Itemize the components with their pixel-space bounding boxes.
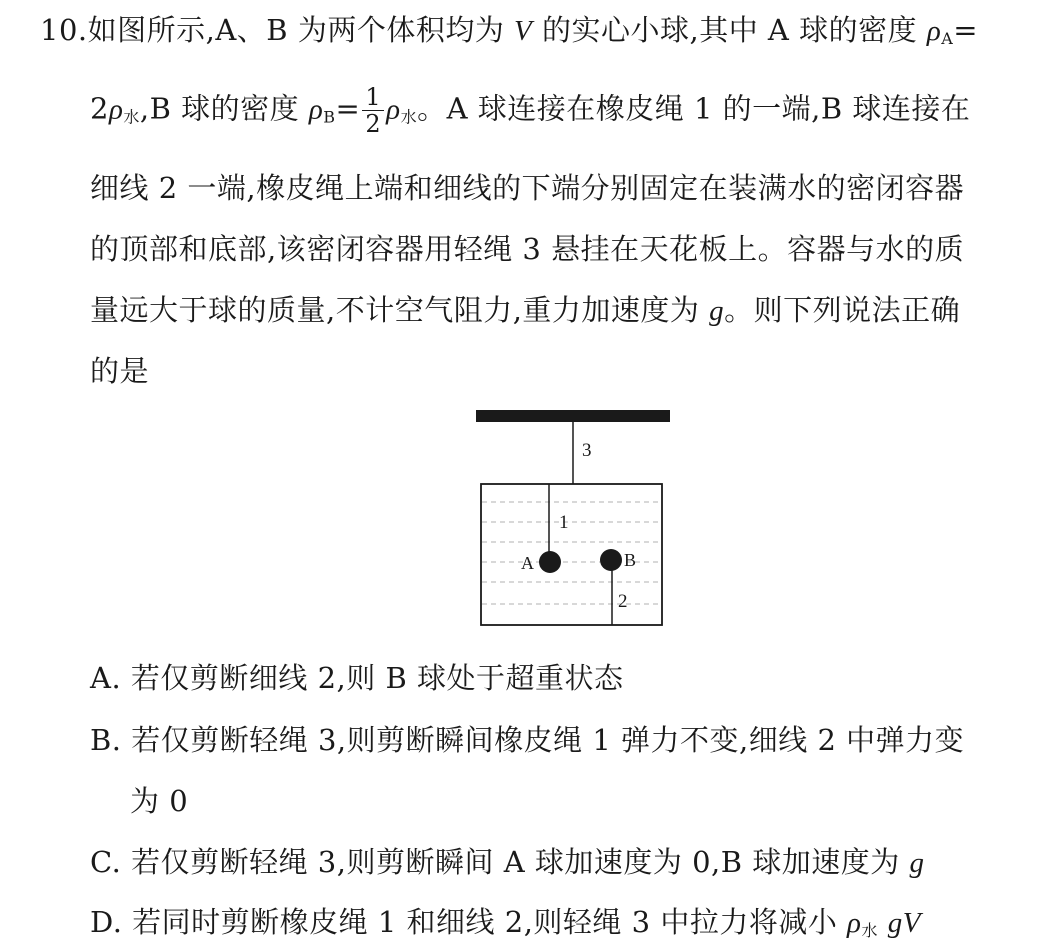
stem-line-3: 细线 2 一端,橡皮绳上端和细线的下端分别固定在装满水的密闭容器 [90,171,965,205]
container-diagram [476,404,676,632]
option-c[interactable]: C. 若仅剪断轻绳 3,则剪断瞬间 A 球加速度为 0,B 球加速度为 g [90,845,925,879]
ball-a [539,551,561,573]
stem-line-6: 的是 [90,354,150,388]
label-1: 1 [559,512,569,533]
label-b: B [624,550,637,570]
fraction-one-half: $\frac{1}{2}$ [362,84,384,137]
label-2: 2 [618,591,628,612]
stem-line-4: 的顶部和底部,该密闭容器用轻绳 3 悬挂在天花板上。容器与水的质 [90,232,965,266]
stem-line-5: 量远大于球的质量,不计空气阻力,重力加速度为 g。则下列说法正确 [90,293,961,327]
stem-line-2: $2\rho_水,B$ 球的密度 $\rho_B=$ $\frac{1}{2}$ $\rho_水$。A 球连接在橡皮绳 1 的一端,B 球连接在 [90,83,971,138]
label-a: A [521,553,534,573]
stem-line-1: 10.如图所示,A、B 为两个体积均为 V 的实心小球,其中 A 球的密度 $\rho_A=$ [40,13,979,48]
option-d[interactable]: D. 若同时剪断橡皮绳 1 和细线 2,则轻绳 3 中拉力将减小 $\rho_水$ gV [90,905,921,940]
ball-b [600,549,622,571]
ceiling-bar [476,410,670,422]
question-number: 10. [40,13,88,47]
option-b-continued: 为 0 [130,784,189,818]
option-a[interactable]: A. 若仅剪断细线 2,则 B 球处于超重状态 [90,661,624,695]
option-b[interactable]: B. 若仅剪断轻绳 3,则剪断瞬间橡皮绳 1 弹力不变,细线 2 中弹力变 [90,723,965,757]
label-3: 3 [582,440,592,461]
